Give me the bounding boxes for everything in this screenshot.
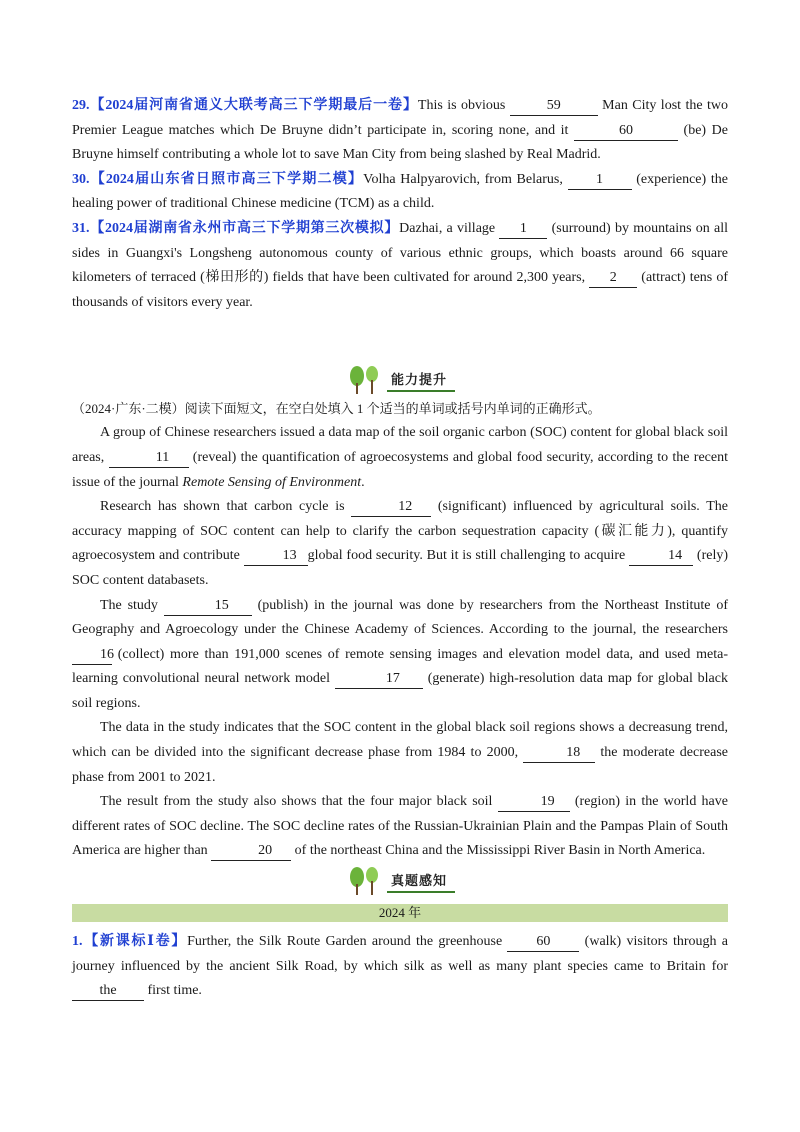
- answer-blank[interactable]: 17: [335, 670, 423, 689]
- question-number: 30.: [72, 171, 90, 187]
- passage-text: (significant) influenced by agricultural soils. The accuracy mapping of SOC content can help to clarify the carbon sequestration capacity (碳汇能力), quantify agroecosystem and contribute: [72, 499, 728, 564]
- answer-blank[interactable]: 1: [568, 171, 632, 190]
- question-text: (be) De Bruyne himself contributing a whole lot to save Man City from being slashed by Real Madrid.: [72, 122, 728, 163]
- passage-text: (collect) more than 191,000 scenes of remote sensing images and elevation model data, and used meta-learning convolutional neural network model: [72, 646, 728, 687]
- question-source: 【新课标Ⅰ卷】: [82, 934, 188, 950]
- spacer: [72, 315, 728, 363]
- section-title: 真题感知: [387, 870, 455, 893]
- question-text: (surround) by mountains on all sides in Guangxi's Longsheng autonomous county of various ethnic groups, which boasts around 66 square kilometers of terraced (梯田形的) fields that have been cultivated for around 2,300 years,: [72, 220, 729, 286]
- question-31: [72, 217, 728, 315]
- question-text: This is obvious: [417, 98, 510, 113]
- passage-text: The study: [100, 597, 164, 613]
- question-text: Volha Halpyarovich, from Belarus,: [363, 171, 568, 187]
- passage-text: (region) in the world have different rates of SOC decline. The SOC decline rates of the Russian-Ukrainian Plain and the Pampas Plain of South America are higher than: [72, 794, 728, 859]
- question-1: [72, 930, 728, 1004]
- section-banner: [345, 866, 455, 896]
- answer-blank[interactable]: 60: [507, 933, 579, 952]
- question-text: (attract) tens of thousands of visitors every year.: [72, 270, 729, 310]
- answer-blank[interactable]: 19: [498, 793, 570, 812]
- answer-blank[interactable]: 14: [629, 547, 693, 566]
- passage-text: of the northeast China and the Mississippi River Basin in North America.: [291, 843, 706, 859]
- passage-text: the moderate decrease phase from 2001 to 2021.: [72, 745, 728, 785]
- question-29: [72, 94, 728, 168]
- exercise-instructions: （2024·广东·二模）阅读下面短文，在空白处填入 1 个适当的单词或括号内单词的正确形式。: [72, 401, 601, 417]
- passage-text: A group of Chinese researchers issued a data map of the soil organic carbon (SOC) content for global black soil areas,: [72, 425, 728, 465]
- question-source: 【2024届河南省通义大联考高三下学期最后一卷】: [89, 98, 418, 113]
- passage-text: global food security. But it is still challenging to acquire: [307, 548, 630, 564]
- question-number: 1.: [72, 934, 83, 950]
- passage-paragraph: [72, 716, 728, 790]
- passage-text: (publish) in the journal was done by researchers from the Northeast Institute of Geography and Agroecology under the Chinese Academy of Sciences. According to the journal, the researchers: [72, 597, 728, 638]
- passage-text: .: [361, 474, 365, 490]
- section-title: 能力提升: [387, 369, 455, 392]
- question-source: 【2024届山东省日照市高三下学期二模】: [89, 171, 364, 187]
- answer-blank[interactable]: the: [72, 982, 144, 1001]
- question-30: [72, 168, 728, 217]
- section-header-real-exam: [72, 864, 728, 898]
- passage-text: (reveal) the quantification of agroecosystems and global food security, according to the recent issue of the journal: [72, 449, 728, 490]
- passage-text: The data in the study indicates that the SOC content in the global black soil regions shows a decreasung trend, which can be divided into the significant decrease phase from 1984 to 2000,: [72, 720, 728, 761]
- question-text: Dazhai, a village: [399, 220, 500, 236]
- question-number: 29.: [72, 98, 90, 113]
- answer-blank[interactable]: 1: [499, 220, 547, 239]
- document-page: [72, 94, 728, 1004]
- answer-blank[interactable]: 60: [574, 122, 678, 141]
- answer-blank[interactable]: 2: [589, 269, 637, 288]
- section-banner: [345, 365, 455, 395]
- passage-paragraph: [72, 421, 728, 495]
- passage-text: Research has shown that carbon cycle is: [100, 499, 352, 515]
- question-text: Man City lost the two Premier League matches which De Bruyne didn’t participate in, scoring none, and it: [72, 98, 728, 138]
- answer-blank[interactable]: 18: [523, 744, 595, 763]
- tree-icon: [345, 365, 385, 395]
- answer-blank[interactable]: 20: [211, 842, 291, 861]
- question-text: (experience) the healing power of traditional Chinese medicine (TCM) as a child.: [72, 171, 728, 212]
- year-heading: 2024 年: [72, 904, 728, 922]
- question-text: Further, the Silk Route Garden around the greenhouse: [187, 934, 508, 950]
- section-header-ability: [72, 363, 728, 397]
- question-source: 【2024届湖南省永州市高三下学期第三次模拟】: [89, 220, 400, 236]
- answer-blank[interactable]: 59: [510, 97, 598, 116]
- tree-icon: [345, 866, 385, 896]
- passage-paragraph: [72, 594, 728, 717]
- passage-paragraph: [72, 790, 728, 864]
- answer-blank[interactable]: 15: [164, 597, 252, 616]
- answer-blank[interactable]: 13: [244, 547, 308, 566]
- question-text: first time.: [144, 983, 202, 999]
- passage-text: The result from the study also shows that the four major black soil: [100, 794, 498, 810]
- passage-text: (generate) high-resolution data map for global black soil regions.: [72, 671, 728, 711]
- answer-blank[interactable]: 16: [72, 646, 112, 665]
- journal-title: Remote Sensing of Environment: [182, 474, 362, 490]
- question-text: (walk) visitors through a journey influenced by the ancient Silk Road, by which silk as well as many plant species came to Britain for: [72, 934, 728, 974]
- answer-blank[interactable]: 11: [109, 449, 189, 468]
- answer-blank[interactable]: 12: [351, 498, 431, 517]
- passage-paragraph: [72, 495, 728, 593]
- passage-text: (rely) SOC content databasets.: [72, 548, 728, 588]
- question-number: 31.: [72, 220, 90, 236]
